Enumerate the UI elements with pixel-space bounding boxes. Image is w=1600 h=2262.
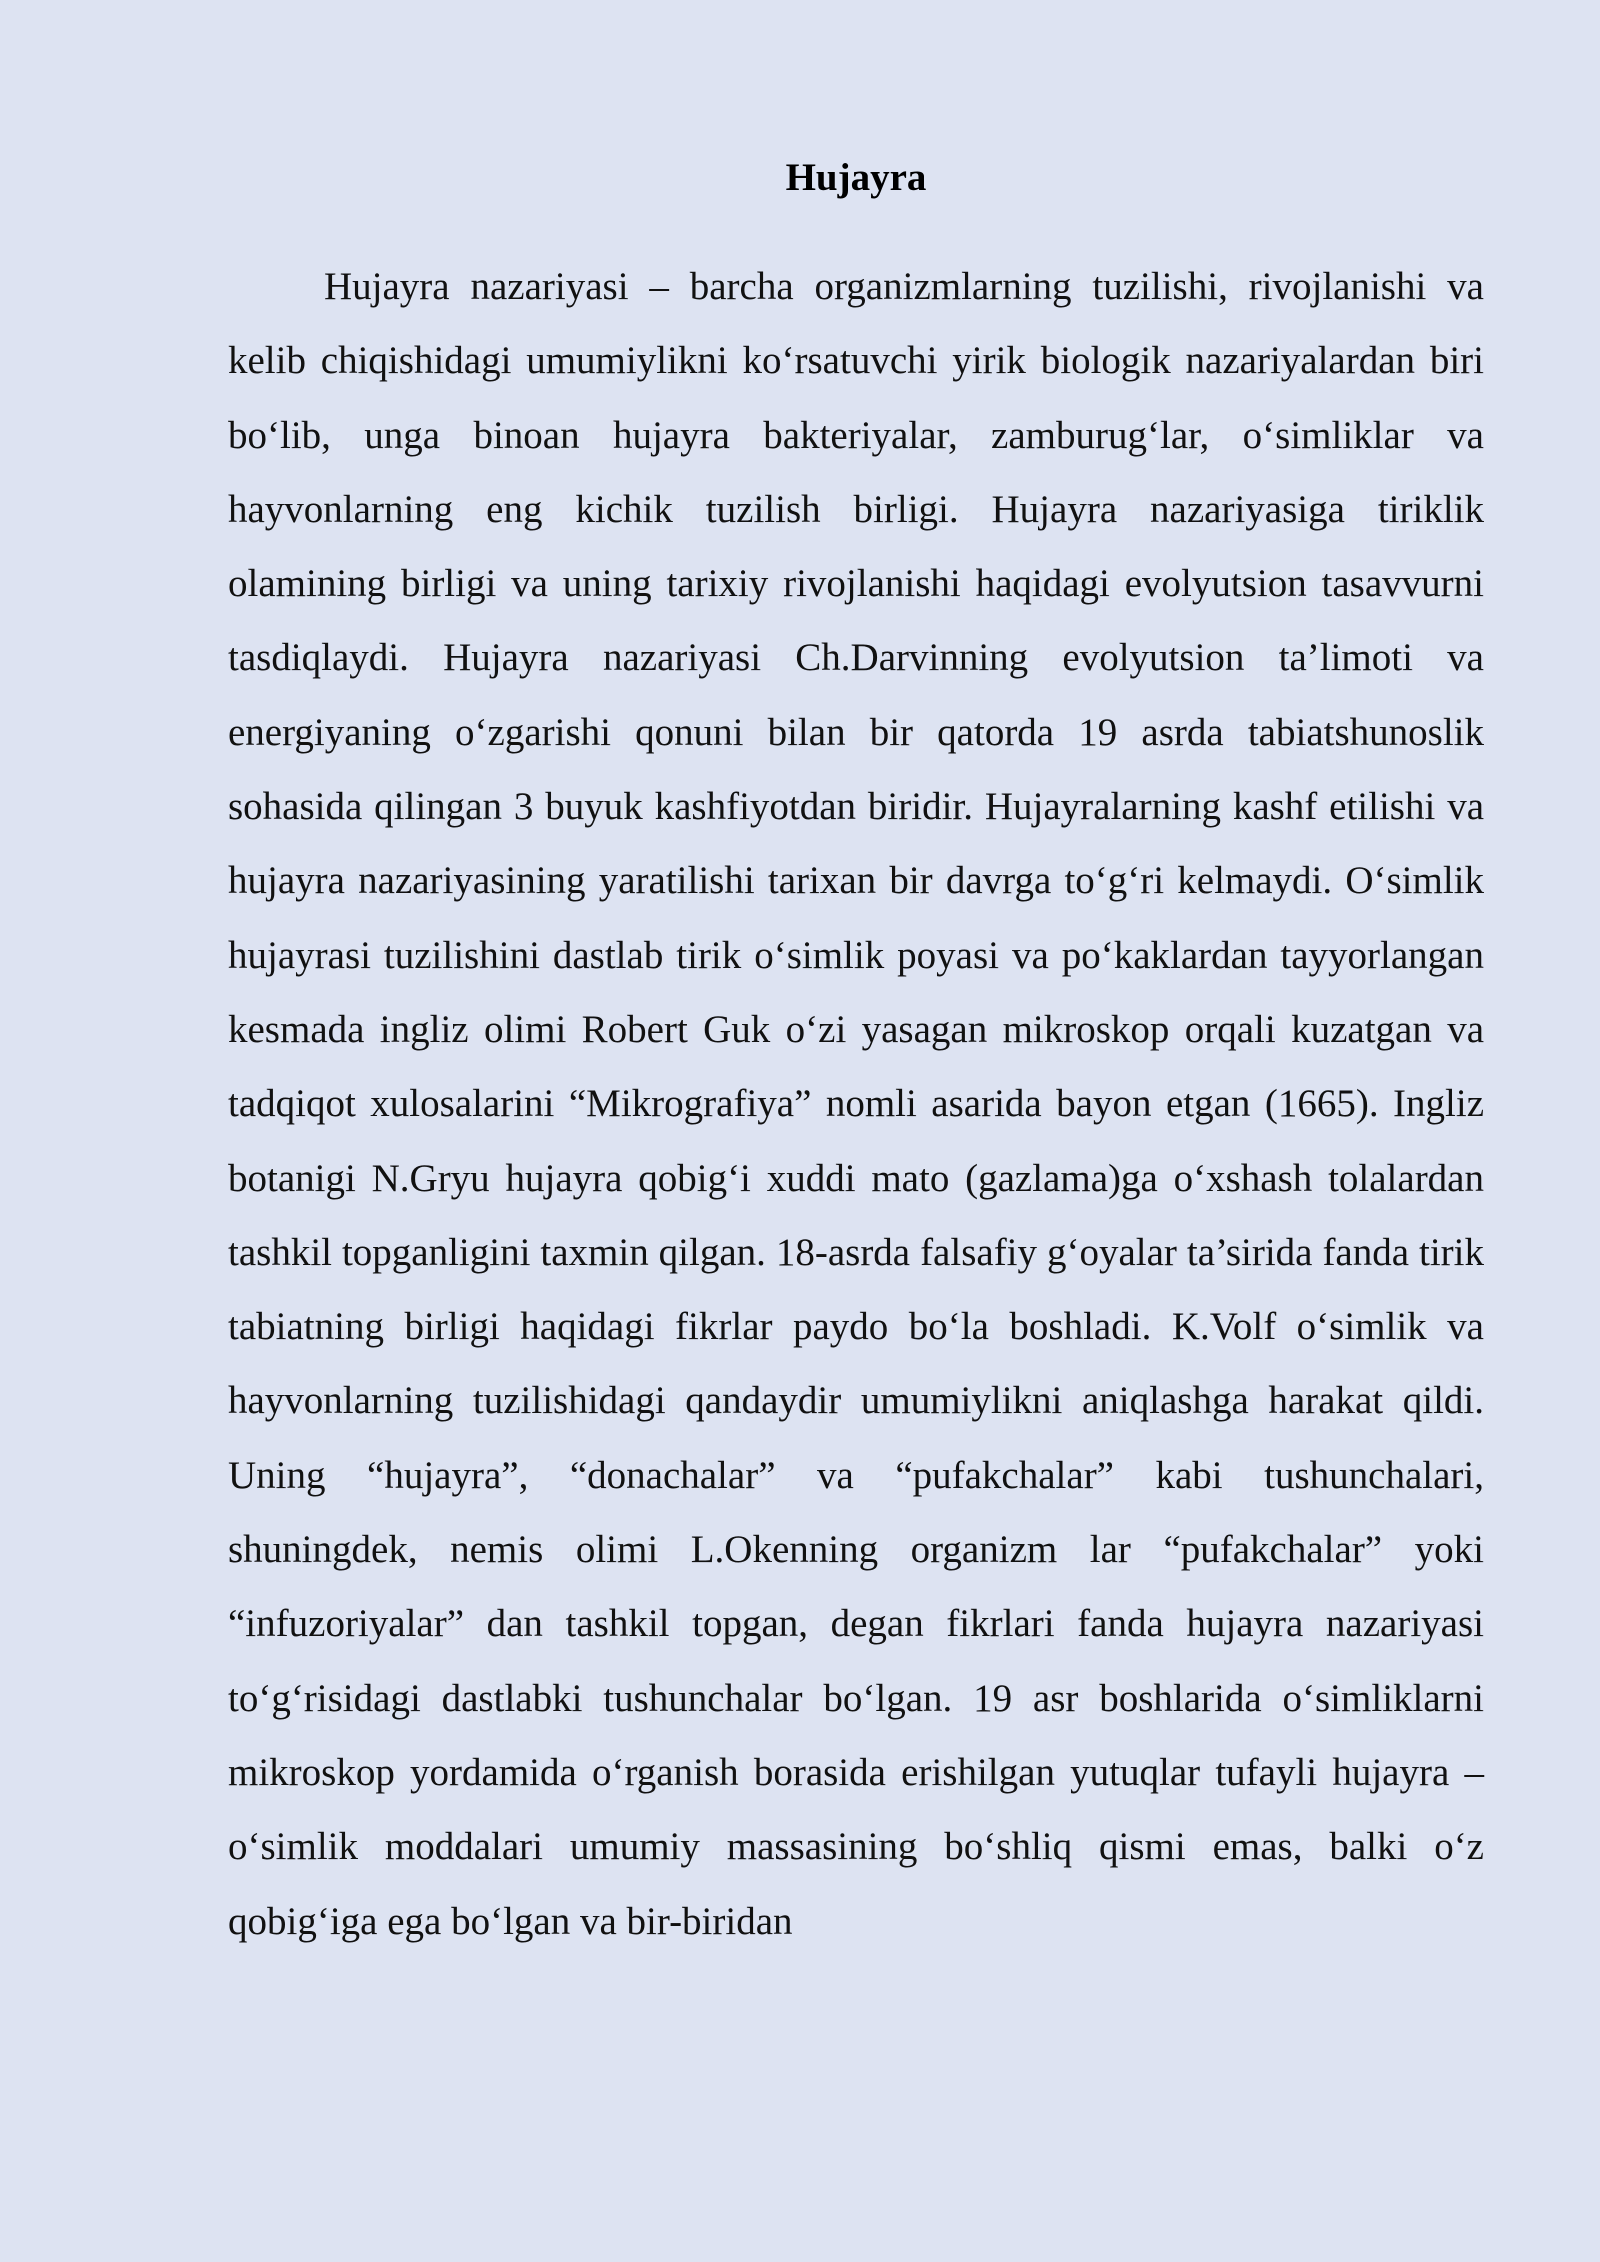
document-title: Hujayra (785, 156, 927, 199)
body-paragraph: Hujayra nazariyasi – barcha organizmlarning tuzilishi, rivojlanishi va kelib chiqishidagi umumiylikni ko‘rsatuvchi yirik biologik nazariyalardan biri bo‘lib, unga binoan hujayra bakteriyalar, zamburug‘lar, o‘simliklar va hayvonlarning eng kichik tuzilish birligi. Hujayra nazariyasiga tiriklik olamining birligi va uning tarixiy rivojlanishi haqidagi evolyutsion tasavvurni tasdiqlaydi. Hujayra nazariyasi Ch.Darvinning evolyutsion ta’limoti va energiyaning o‘zgarishi qonuni bilan bir qatorda 19 asrda tabiatshunoslik sohasida qilingan 3 buyuk kashfiyotdan biridir. Hujayralarning kashf etilishi va hujayra nazariyasining yaratilishi tarixan bir davrga to‘g‘ri kelmaydi. O‘simlik hujayrasi tuzilishini dastlab tirik o‘simlik poyasi va po‘kaklardan tayyorlangan kesmada ingliz olimi Robert Guk o‘zi yasagan mikroskop orqali kuzatgan va tadqiqot xulosalarini “Mikrografiya” nomli asarida bayon etgan (1665). Ingliz botanigi N.Gryu hujayra qobig‘i xuddi mato (gazlama)ga o‘xshash tolalardan tashkil topganligini taxmin qilgan. 18-asrda falsafiy g‘oyalar ta’sirida fanda tirik tabiatning birligi haqidagi fikrlar paydo bo‘la boshladi. K.Volf o‘simlik va hayvonlarning tuzilishidagi qandaydir umumiylikni aniqlashga harakat qildi. Uning “hujayra”, “donachalar” va “pufakchalar” kabi tushunchalari, shuningdek, nemis olimi L.Okenning organizm lar “pufakchalar” yoki “infuzoriyalar” dan tashkil topgan, degan fikrlari fanda hujayra nazariyasi to‘g‘risidagi dastlabki tushunchalar bo‘lgan. 19 asr boshlarida o‘simliklarni mikroskop yordamida o‘rganish borasida erishilgan yutuqlar tufayli hujayra – o‘simlik moddalari umumiy massasining bo‘shliq qismi emas, balki o‘z qobig‘iga ega bo‘lgan va bir-biridan (228, 265, 1484, 1943)
